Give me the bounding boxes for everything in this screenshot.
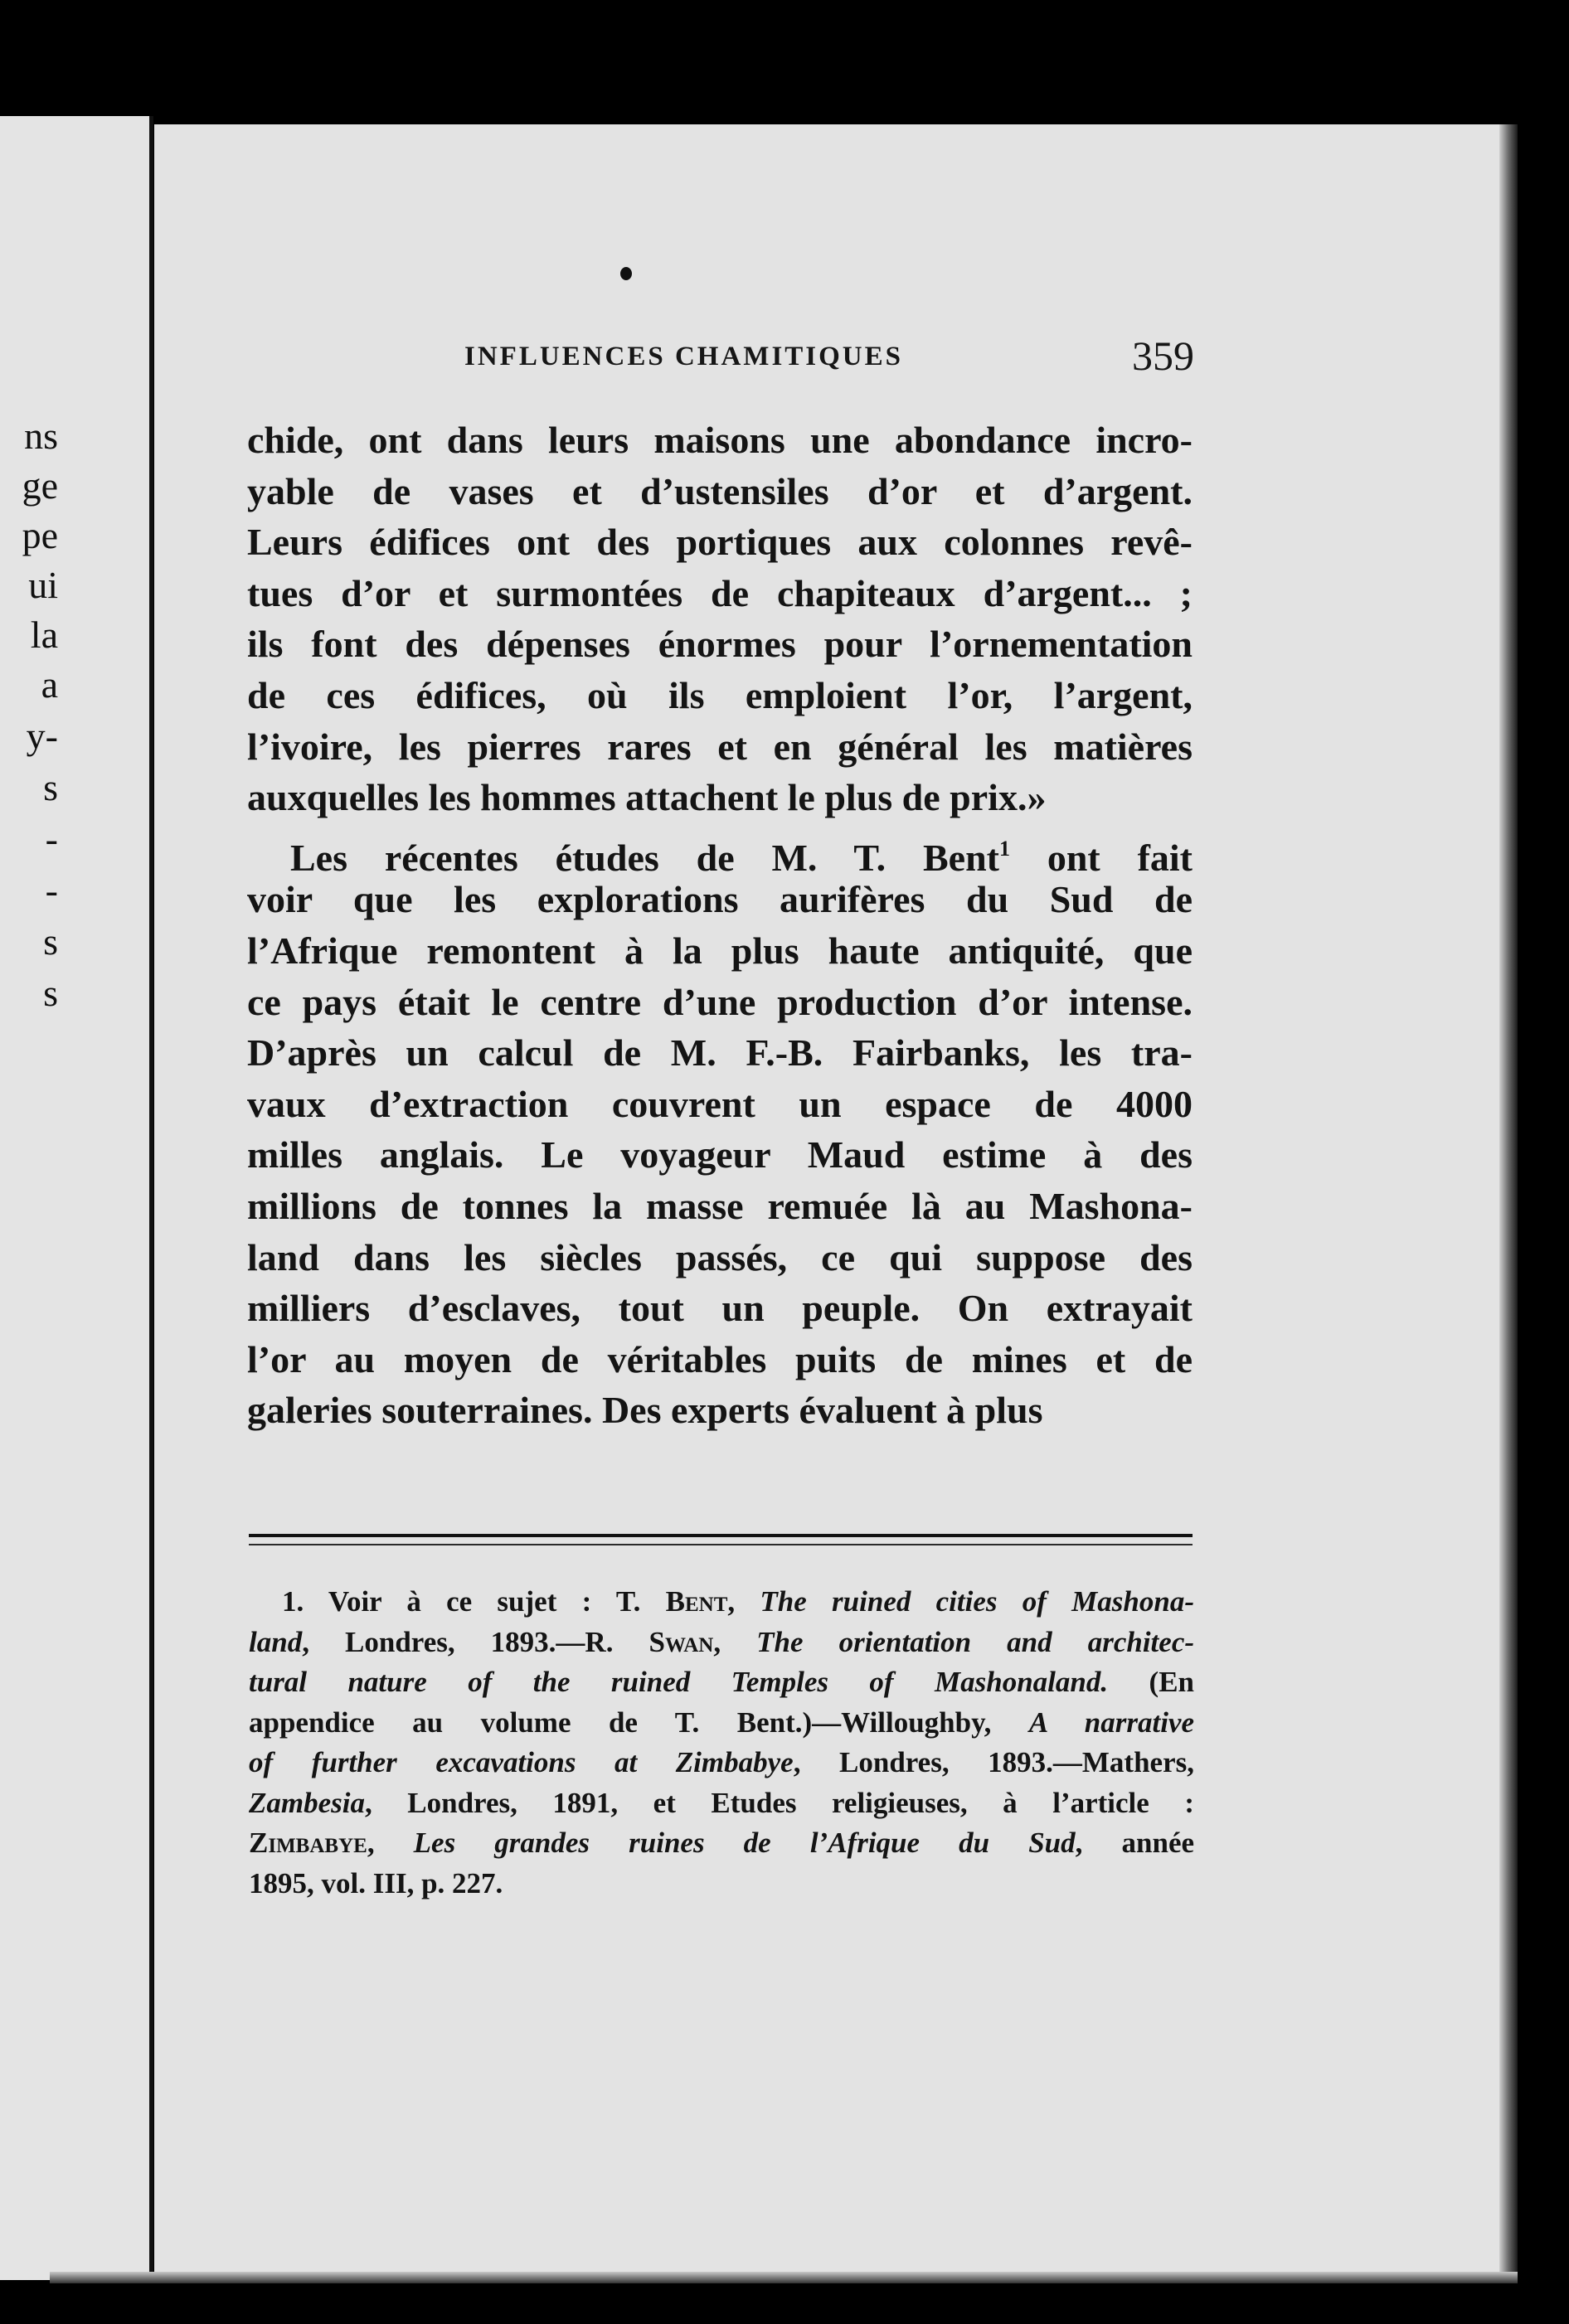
- body-text: [247, 415, 1193, 1436]
- text-line: D’après un calcul de M. F.-B. Fairbanks, les tra-: [247, 1031, 1193, 1075]
- facing-page-fragment: -: [45, 818, 58, 860]
- footnote-line: [249, 1823, 1194, 1864]
- facing-page-fragment: y-: [26, 715, 58, 757]
- text-line: l’ivoire, les pierres rares et en général les matières: [247, 725, 1193, 768]
- text-segment: , année: [1075, 1827, 1195, 1859]
- page-bottom-edge: [50, 2272, 1518, 2283]
- text-segment: ,: [727, 1585, 760, 1618]
- ink-speck: [620, 267, 632, 280]
- text-line: auxquelles les hommes attachent le plus de prix.»: [247, 776, 1047, 819]
- text-segment: ,: [713, 1625, 757, 1658]
- text-segment: (En: [1108, 1666, 1195, 1698]
- facing-page-fragment: ui: [28, 564, 58, 606]
- footnote-line: [249, 1783, 1194, 1824]
- work-title: tural nature of the ruined Temples of Mashonaland.: [249, 1666, 1109, 1698]
- text-segment: ont fait: [1010, 836, 1193, 879]
- text-segment: appendice au volume de T. Bent.)—Willoughby,: [249, 1705, 1029, 1739]
- footnote-line: [249, 1703, 1194, 1744]
- footnote-reference: 1: [999, 836, 1010, 861]
- text-line: de ces édifices, où ils emploient l’or, l’argent,: [247, 673, 1193, 716]
- text-line: ils font des dépenses énormes pour l’ornementation: [247, 623, 1193, 666]
- text-line-with-note: [247, 823, 1193, 879]
- text-line: milliers d’esclaves, tout un peuple. On extrayait: [247, 1287, 1193, 1330]
- work-title: Les grandes ruines de l’Afrique du Sud: [413, 1827, 1076, 1859]
- author-name: Swan: [648, 1625, 714, 1658]
- facing-page-fragment: la: [30, 614, 58, 656]
- work-title: The ruined cities of Mashona-: [760, 1585, 1194, 1618]
- text-segment: Les récentes études de M. T. Bent: [290, 836, 999, 879]
- work-title: land: [249, 1625, 303, 1658]
- footnote-rule-secondary: [249, 1544, 1193, 1545]
- text-line: yable de vases et d’ustensiles d’or et d’argent.: [247, 469, 1193, 512]
- text-line: milles anglais. Le voyageur Maud estime à des: [247, 1133, 1193, 1177]
- text-line: millions de tonnes la masse remuée là au Mashona-: [247, 1184, 1193, 1227]
- text-line: voir que les explorations aurifères du Sud de: [247, 878, 1193, 921]
- text-line: vaux d’extraction couvrent un espace de 4000: [247, 1082, 1193, 1125]
- text-line: l’Afrique remontent à la plus haute antiquité, que: [247, 929, 1193, 972]
- running-title: INFLUENCES CHAMITIQUES: [464, 342, 903, 371]
- facing-page-fragment: s: [43, 766, 58, 808]
- text-line: ce pays était le centre d’une production d’or intense.: [247, 980, 1193, 1023]
- footnote-line: 1895, vol. III, p. 227.: [249, 1866, 503, 1899]
- place-name: Zimbabye: [249, 1827, 367, 1859]
- text-segment: ,: [367, 1827, 414, 1859]
- footnote-line: [249, 1582, 1194, 1623]
- page-number: 359: [1132, 332, 1194, 379]
- work-title: Zambesia: [249, 1786, 365, 1819]
- footnote-line: [249, 1623, 1194, 1663]
- page-edge-shadow: [1499, 124, 1518, 2280]
- text-line: chide, ont dans leurs maisons une abondance incro-: [247, 419, 1193, 461]
- footnote-line: [249, 1743, 1194, 1783]
- facing-page-fragment: s: [43, 972, 58, 1014]
- work-title: A narrative: [1028, 1705, 1194, 1739]
- text-line: galeries souterraines. Des experts évaluent à plus: [247, 1389, 1043, 1432]
- text-line: tues d’or et surmontées de chapiteaux d’argent... ;: [247, 571, 1193, 614]
- text-segment: , Londres, 1893.—R.: [302, 1625, 649, 1658]
- page-header: [464, 332, 1194, 390]
- footnote-line: [249, 1662, 1194, 1703]
- footnote-rule: [249, 1534, 1193, 1537]
- facing-page-fragment: s: [43, 920, 58, 963]
- facing-page-fragment: ge: [22, 464, 58, 507]
- text-segment: , Londres, 1891, et Etudes religieuses, à l’article :: [364, 1786, 1194, 1819]
- book-spine-gutter: [149, 116, 153, 2280]
- text-line: Leurs édifices ont des portiques aux colonnes revê-: [247, 521, 1193, 564]
- work-title: of further excavations at Zimbabye: [249, 1746, 794, 1778]
- text-segment: , Londres, 1893.—Mathers,: [793, 1746, 1194, 1778]
- facing-page-fragment: ns: [24, 415, 58, 457]
- text-line: l’or au moyen de véritables puits de mines et de: [247, 1337, 1193, 1380]
- facing-page-fragment: pe: [22, 514, 58, 556]
- text-segment: 1. Voir à ce sujet : T.: [282, 1585, 666, 1618]
- text-line: land dans les siècles passés, ce qui suppose des: [247, 1235, 1193, 1278]
- facing-page-fragment: -: [45, 869, 58, 911]
- work-title: The orientation and architec-: [756, 1625, 1195, 1658]
- footnote: [249, 1582, 1194, 1904]
- facing-page-fragment: a: [41, 663, 58, 706]
- author-name: Bent: [665, 1585, 728, 1618]
